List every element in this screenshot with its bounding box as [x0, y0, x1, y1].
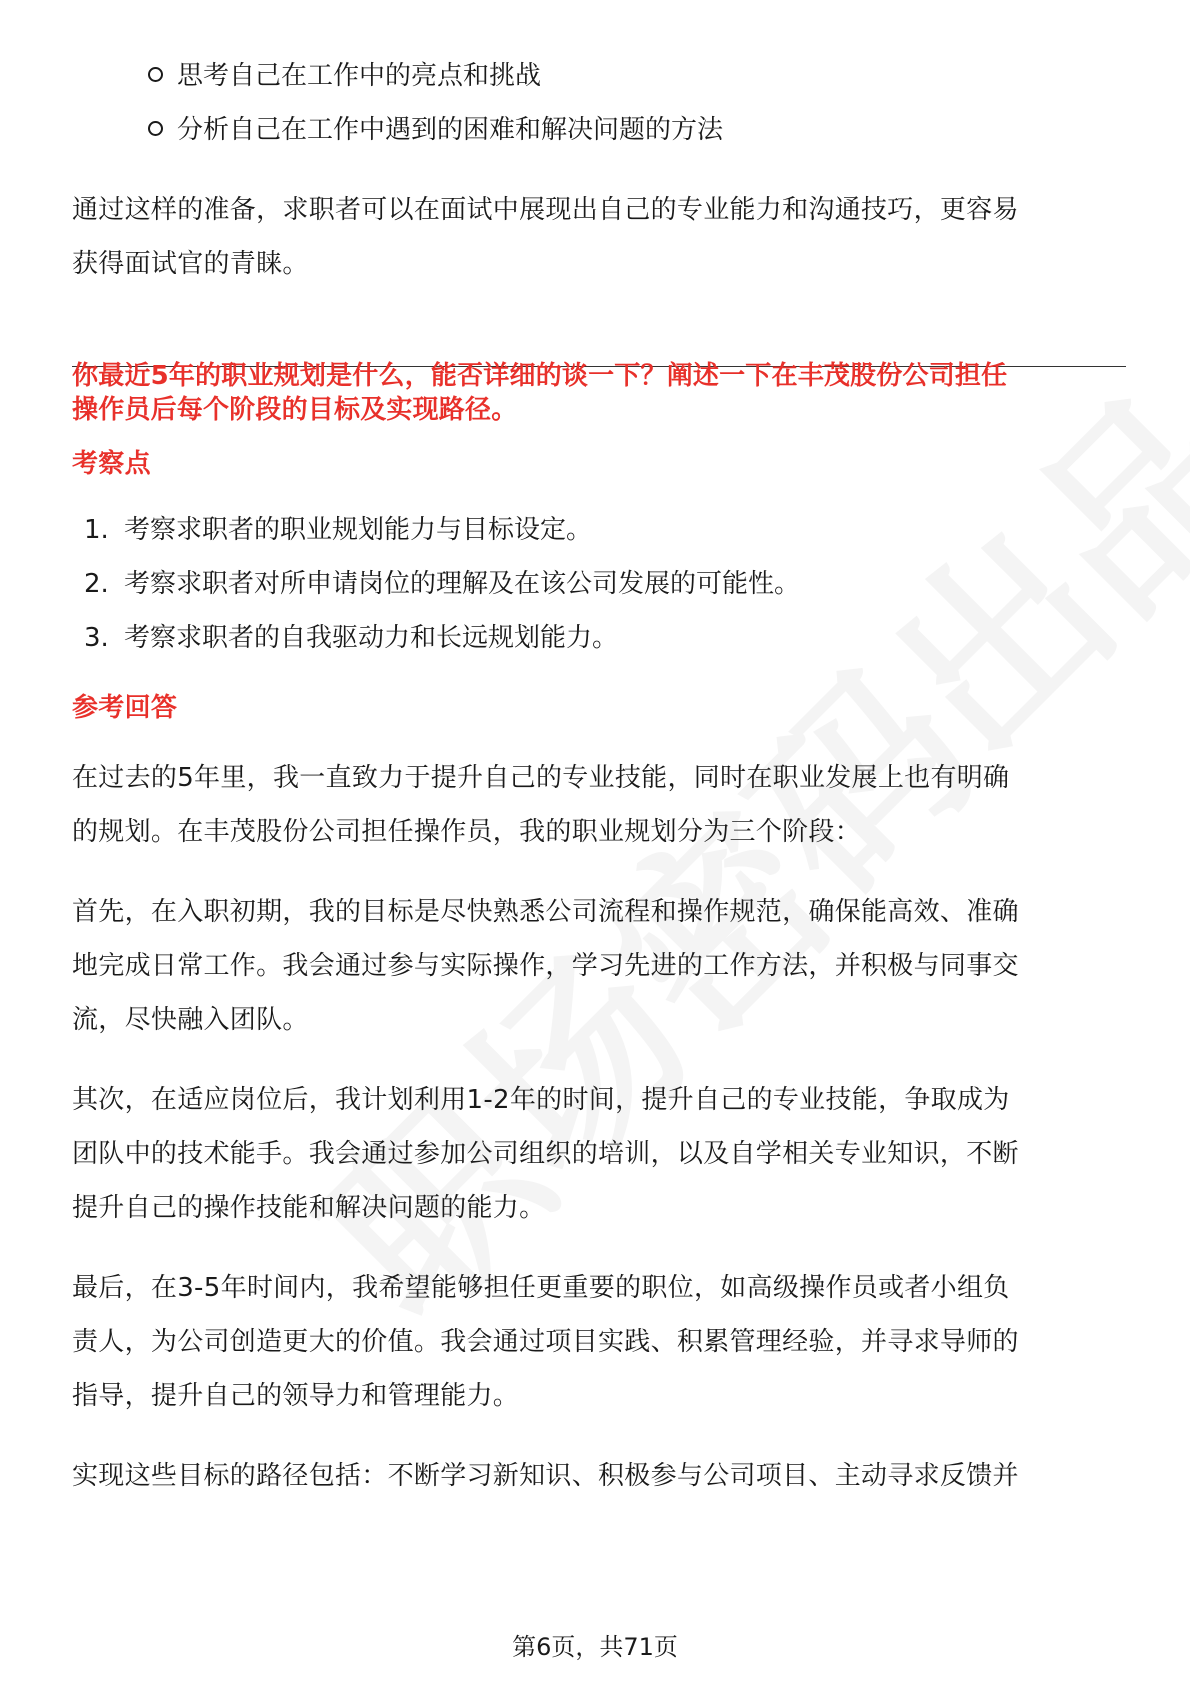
answer-line: 团队中的技术能手。我会通过参加公司组织的培训，以及自学相关专业知识，不断	[72, 1139, 1019, 1169]
bullet-item: 思考自己在工作中的亮点和挑战	[148, 58, 541, 94]
answer-line: 首先，在入职初期，我的目标是尽快熟悉公司流程和操作规范，确保能高效、准确	[72, 897, 1019, 927]
answer-line: 指导，提升自己的领导力和管理能力。	[72, 1381, 520, 1411]
question-line: 操作员后每个阶段的目标及实现路径。	[72, 395, 518, 425]
hollow-circle-bullet-icon	[148, 121, 163, 136]
intro-para-line: 通过这样的准备，求职者可以在面试中展现出自己的专业能力和沟通技巧，更容易	[72, 195, 1019, 225]
answer-line: 责人，为公司创造更大的价值。我会通过项目实践、积累管理经验，并寻求导师的	[72, 1327, 1019, 1357]
answer-line: 在过去的5年里，我一直致力于提升自己的专业技能，同时在职业发展上也有明确	[72, 763, 1010, 793]
numbered-item: 3. 考察求职者的自我驱动力和长远规划能力。	[84, 623, 619, 653]
numbered-item: 2. 考察求职者对所申请岗位的理解及在该公司发展的可能性。	[84, 569, 801, 599]
answer-line: 流，尽快融入团队。	[72, 1005, 309, 1035]
intro-para-line: 获得面试官的青睐。	[72, 249, 309, 279]
answer-line: 实现这些目标的路径包括：不断学习新知识、积极参与公司项目、主动寻求反馈并	[72, 1461, 1019, 1491]
answer-line: 其次，在适应岗位后，我计划利用1-2年的时间，提升自己的专业技能，争取成为	[72, 1085, 1010, 1115]
page-number-footer: 第6页，共71页	[512, 1633, 678, 1661]
answer-line: 提升自己的操作技能和解决问题的能力。	[72, 1193, 546, 1223]
answer-line: 最后，在3-5年时间内，我希望能够担任更重要的职位，如高级操作员或者小组负	[72, 1273, 1010, 1303]
section-heading-answer: 参考回答	[72, 693, 178, 723]
section-heading-points: 考察点	[72, 449, 151, 479]
numbered-item: 1. 考察求职者的职业规划能力与目标设定。	[84, 515, 593, 545]
answer-line: 的规划。在丰茂股份公司担任操作员，我的职业规划分为三个阶段：	[72, 817, 862, 847]
hollow-circle-bullet-icon	[148, 67, 163, 82]
answer-line: 地完成日常工作。我会通过参与实际操作，学习先进的工作方法，并积极与同事交	[72, 951, 1019, 981]
bullet-item: 分析自己在工作中遇到的困难和解决问题的方法	[148, 112, 723, 148]
question-line: 你最近5年的职业规划是什么，能否详细的谈一下？阐述一下在丰茂股份公司担任	[72, 361, 1008, 391]
